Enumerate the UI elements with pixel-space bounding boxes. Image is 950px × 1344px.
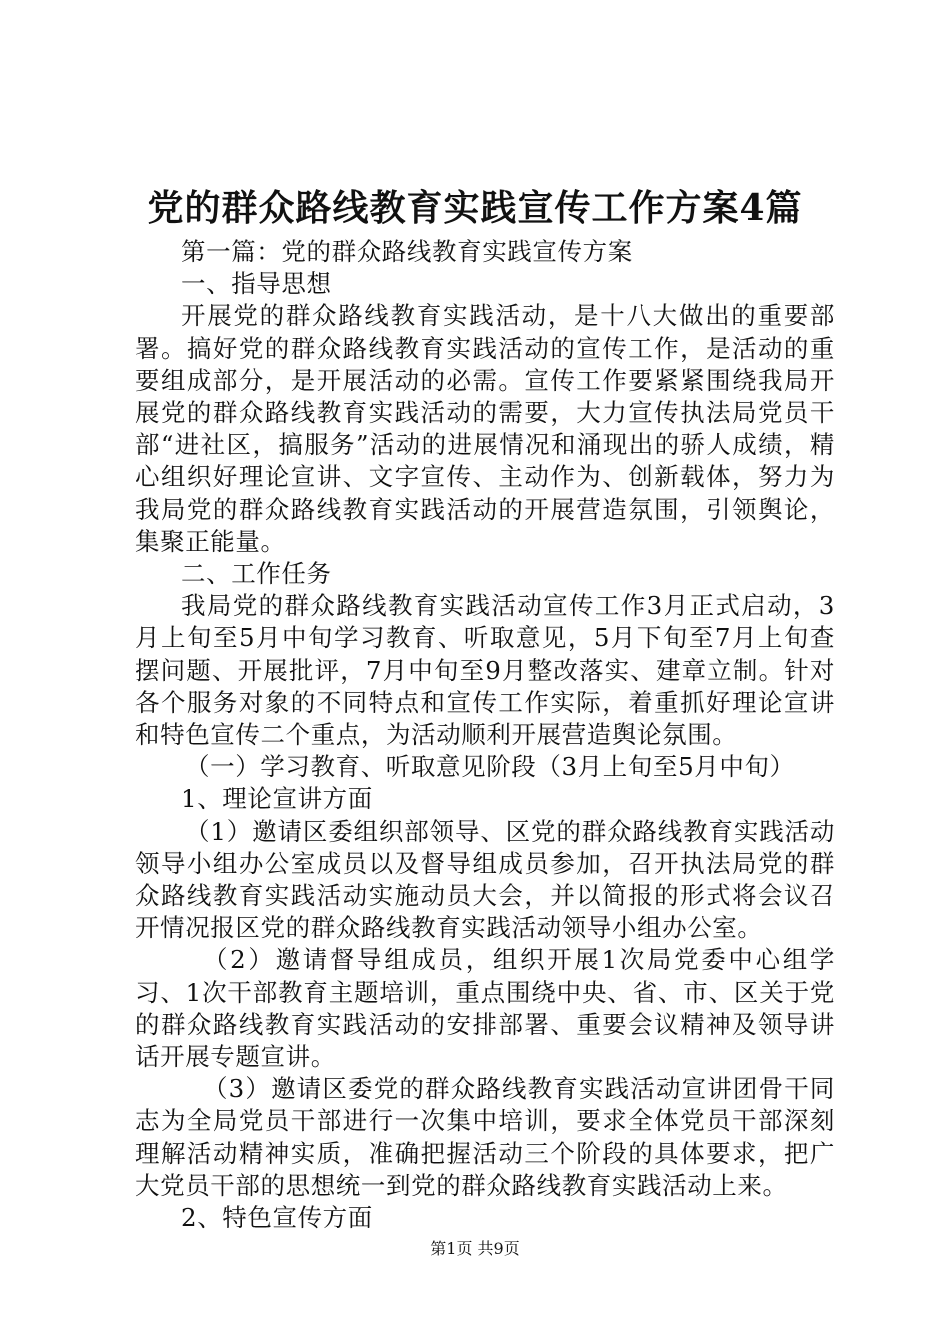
document-title: 党的群众路线教育实践宣传工作方案4篇 xyxy=(147,187,803,229)
paragraph-guiding-thought: 开展党的群众路线教育实践活动，是十八大做出的重要部署。搞好党的群众路线教育实践活动的宣传工作，是活动的重要组成部分，是开展活动的必需。宣传工作要紧紧围绕我局开展党的群众路线教育实践活动的需要，大力宣传执法局党员干部“进社区，搞服务”活动的进展情况和涌现出的骄人成绩，精心组织好理论宣讲、文字宣传、主动作为、创新载体，努力为我局党的群众路线教育实践活动的开展营造氛围，引领舆论，集聚正能量。 xyxy=(135,301,835,556)
page-number-footer: 第1页 共9页 xyxy=(430,1239,520,1258)
subsection-heading-stage-one: （一）学习教育、听取意见阶段（3月上旬至5月中旬） xyxy=(185,752,795,782)
document-body xyxy=(135,236,835,1234)
list-item-1: （1）邀请区委组织部领导、区党的群众路线教育实践活动领导小组办公室成员以及督导组成员参加，召开执法局党的群众路线教育实践活动实施动员大会，并以简报的形式将会议召开情况报区党的群众路线教育实践活动领导小组办公室。 xyxy=(135,816,835,943)
list-item-2: （2）邀请督导组成员，组织开展1次局党委中心组学习、1次干部教育主题培训，重点围绕中央、省、市、区关于党的群众路线教育实践活动的安排部署、重要会议精神及领导讲话开展专题宣讲。 xyxy=(135,945,835,1072)
item-heading-theory-lecture: 1、理论宣讲方面 xyxy=(181,784,373,814)
paragraph-work-tasks: 我局党的群众路线教育实践活动宣传工作3月正式启动，3月上旬至5月中旬学习教育、听取意见，5月下旬至7月上旬查摆问题、开展批评，7月中旬至9月整改落实、建章立制。针对各个服务对象的不同特点和宣传工作实际，着重抓好理论宣讲和特色宣传二个重点，为活动顺利开展营造舆论氛围。 xyxy=(135,591,835,750)
list-item-3: （3）邀请区委党的群众路线教育实践活动宣讲团骨干同志为全局党员干部进行一次集中培训，要求全体党员干部深刻理解活动精神实质，准确把握活动三个阶段的具体要求，把广大党员干部的思想统一到党的群众路线教育实践活动上来。 xyxy=(135,1074,835,1200)
section-heading-guiding-thought: 一、指导思想 xyxy=(181,269,332,299)
section-heading-work-tasks: 二、工作任务 xyxy=(181,559,332,589)
chapter-heading: 第一篇：党的群众路线教育实践宣传方案 xyxy=(181,237,633,266)
item-heading-feature-publicity: 2、特色宣传方面 xyxy=(181,1203,373,1233)
